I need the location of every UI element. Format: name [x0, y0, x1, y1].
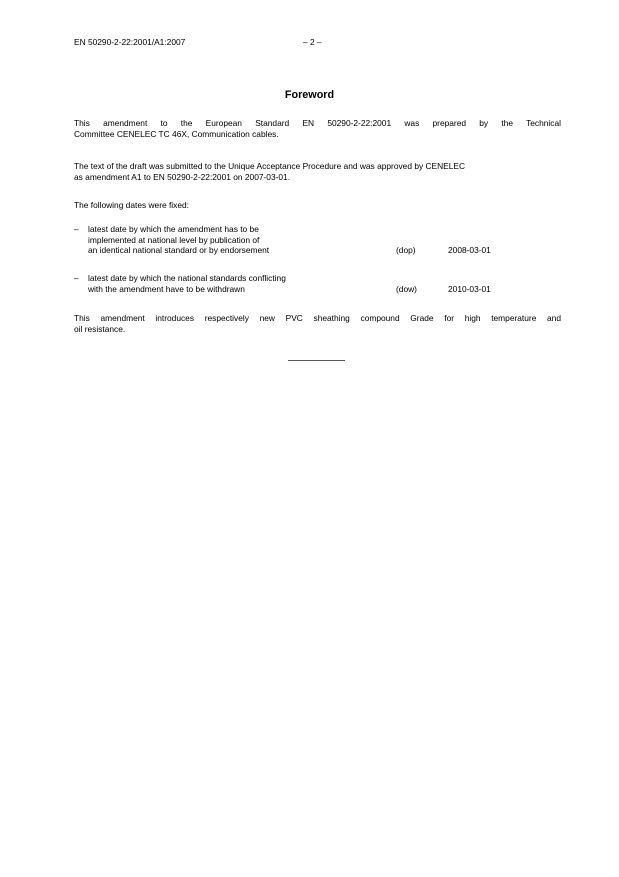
paragraph-4-line-2: oil resistance.: [74, 323, 126, 334]
date-item-dow: [74, 273, 561, 295]
date-item-dop-date: 2008-03-01: [448, 245, 491, 256]
date-item-dop-abbreviation: (dop): [396, 245, 416, 256]
date-item-dow-date: 2010-03-01: [448, 283, 491, 294]
dash-bullet: –: [74, 224, 79, 234]
header-document-id: EN 50290-2-22:2001/A1:2007: [74, 37, 186, 47]
paragraph-4-line-1: This amendment introduces respectively new PVC sheathing compound Grade for high temperature and: [74, 313, 561, 323]
foreword-paragraph-2: [74, 161, 561, 182]
date-item-dow-abbreviation: (dow): [396, 283, 417, 294]
date-item-dop-line-1: latest date by which the amendment has to be: [88, 224, 259, 234]
foreword-paragraph-3: The following dates were fixed:: [74, 200, 189, 210]
date-item-dow-line-1: latest date by which the national standards conflicting: [88, 273, 286, 283]
header-page-number: – 2 –: [303, 37, 322, 47]
paragraph-2-line-1: The text of the draft was submitted to the Unique Acceptance Procedure and was approved by CENELEC: [74, 161, 466, 171]
paragraph-1-line-1: This amendment to the European Standard EN 50290-2-22:2001 was prepared by the Technical: [74, 118, 561, 128]
end-divider-rule: [288, 360, 345, 361]
date-item-dop-line-2: implemented at national level by publication of: [88, 234, 260, 245]
paragraph-1-line-2: Committee CENELEC TC 46X, Communication cables.: [74, 128, 279, 139]
paragraph-2-line-2: as amendment A1 to EN 50290-2-22:2001 on 2007-03-01.: [74, 171, 291, 182]
date-item-dop-line-3: an identical national standard or by endorsement: [88, 245, 270, 256]
foreword-title: Foreword: [284, 89, 335, 101]
foreword-paragraph-4: [74, 313, 561, 334]
dash-bullet: –: [74, 273, 79, 283]
date-item-dop-text: [88, 224, 269, 256]
date-item-dow-text: [88, 273, 286, 294]
date-item-dow-line-2: with the amendment have to be withdrawn: [88, 283, 245, 294]
date-item-dop: [74, 224, 561, 256]
foreword-paragraph-1: [74, 118, 561, 139]
